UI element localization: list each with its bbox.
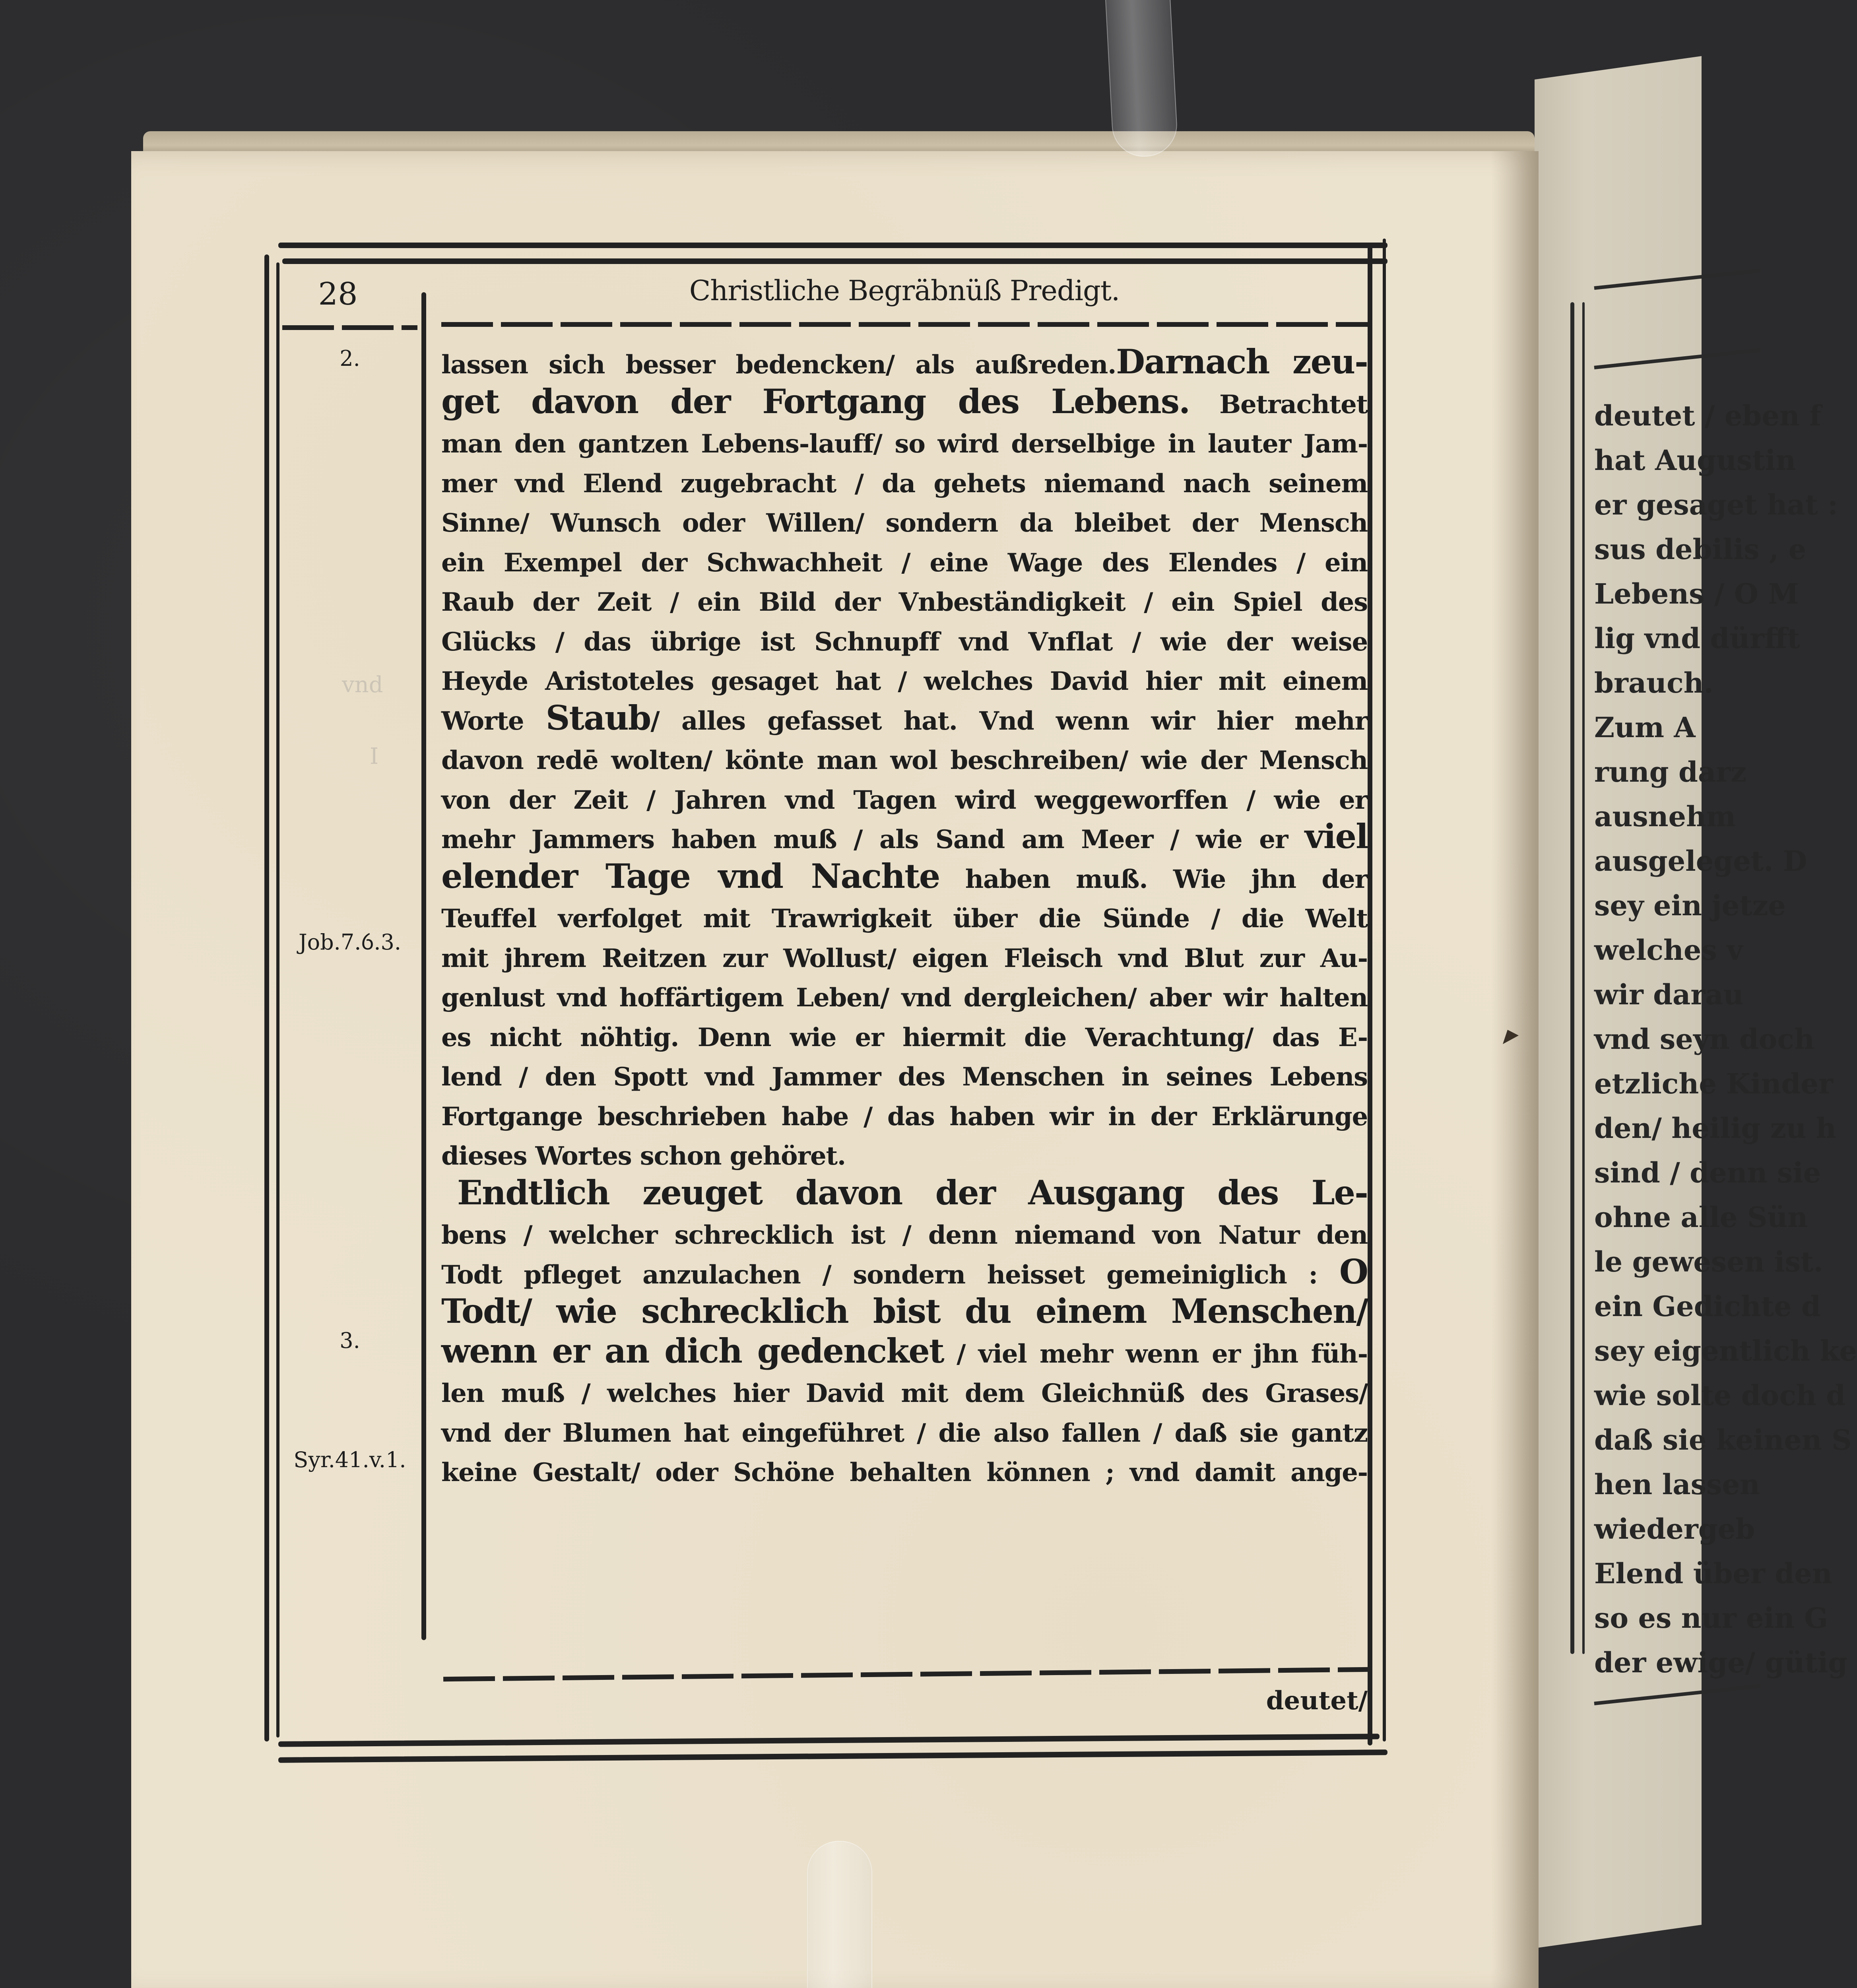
text-run: dieses Wortes schon gehöret. bbox=[441, 1141, 846, 1171]
text-run: Raub der Zeit / ein Bild der Vnbeständigkeit / ein Spiel des bbox=[441, 587, 1368, 617]
gutter-shadow bbox=[1491, 151, 1539, 1988]
facing-page-line: ausgeleget. D bbox=[1594, 845, 1807, 878]
emphasized-text: get davon der Fortgang des Lebens. bbox=[441, 381, 1190, 421]
facing-page-border-inner bbox=[1582, 302, 1585, 1654]
text-run: lassen sich besser bedencken/ als außreden. bbox=[441, 350, 1116, 380]
facing-page-line: daß sie keinen S bbox=[1594, 1423, 1852, 1456]
facing-page-line: ohne alle Sün bbox=[1594, 1201, 1808, 1234]
text-run: Teuffel verfolget mit Trawrigkeit über die Sünde / die Welt bbox=[441, 904, 1368, 934]
sermon-body-text bbox=[441, 342, 1368, 1489]
margin-note-point-3: 3. bbox=[340, 1328, 360, 1353]
show-through-mark: vnd bbox=[342, 672, 383, 698]
facing-page-text bbox=[1594, 394, 1857, 1685]
text-line bbox=[441, 421, 1368, 461]
header-rule bbox=[441, 322, 1368, 327]
text-run: / viel mehr wenn er jhn füh- bbox=[943, 1339, 1368, 1369]
text-run: keine Gestalt/ oder Schöne behalten können ; vnd damit ange- bbox=[441, 1458, 1368, 1487]
text-run: genlust vnd hoffärtigem Leben/ vnd dergleichen/ aber wir halten bbox=[441, 983, 1368, 1013]
text-line bbox=[441, 1133, 1368, 1173]
text-run: Fortgange beschrieben habe / das haben wir in der Erklärunge bbox=[441, 1101, 1368, 1132]
facing-page-line: lig vnd dürfft bbox=[1594, 622, 1800, 655]
page-number: 28 bbox=[318, 276, 358, 312]
text-run: bens / welcher schrecklich ist / denn niemand von Natur den bbox=[441, 1220, 1368, 1250]
text-line bbox=[441, 698, 1368, 738]
facing-page-line: sey ein jetze bbox=[1594, 889, 1786, 922]
text-line bbox=[441, 1291, 1368, 1331]
facing-page-line: welches v bbox=[1594, 934, 1743, 967]
facing-page-line: hen lassen bbox=[1594, 1468, 1760, 1501]
text-run: von der Zeit / Jahren vnd Tagen wird weggeworffen / wie er bbox=[441, 785, 1368, 815]
text-line bbox=[441, 1450, 1368, 1489]
text-run: len muß / welches hier David mit dem Gleichnüß des Grases/ bbox=[441, 1378, 1368, 1408]
emphasized-text: Endtlich zeuget davon der Ausgang des Le- bbox=[457, 1173, 1368, 1212]
text-run: vnd der Blumen hat eingeführet / die also fallen / daß sie gantz bbox=[441, 1418, 1368, 1448]
facing-page-border bbox=[1570, 302, 1574, 1654]
text-line bbox=[441, 382, 1368, 421]
text-line bbox=[441, 1410, 1368, 1450]
text-line bbox=[441, 975, 1368, 1015]
text-line bbox=[441, 1054, 1368, 1094]
frame-rule-top-inner bbox=[282, 258, 1387, 264]
facing-page-top-rule bbox=[1594, 269, 1761, 290]
header-rule-margin bbox=[282, 325, 417, 330]
facing-page-line: deutet / eben f bbox=[1594, 399, 1822, 432]
text-line bbox=[441, 619, 1368, 659]
facing-page-line: etzliche Kinder bbox=[1594, 1067, 1833, 1100]
emphasized-text: Darnach zeu- bbox=[1116, 342, 1368, 381]
margin-note-point-2: 2. bbox=[340, 346, 360, 371]
frame-rule-left bbox=[264, 254, 269, 1741]
text-line bbox=[441, 1212, 1368, 1252]
facing-page-line: ein Gedichte d bbox=[1594, 1290, 1821, 1323]
text-line bbox=[441, 777, 1368, 817]
text-line bbox=[441, 896, 1368, 936]
text-line bbox=[441, 1094, 1368, 1134]
emphasized-text: wenn er an dich gedencket bbox=[441, 1331, 944, 1371]
facing-page-line: sey eigentlich ke bbox=[1594, 1334, 1857, 1367]
text-run: mer vnd Elend zugebracht / da gehets niemand nach seinem bbox=[441, 468, 1368, 499]
facing-page-line: so es nur ein G bbox=[1594, 1602, 1828, 1635]
facing-page-line: vnd seyn doch bbox=[1594, 1023, 1814, 1056]
text-line bbox=[441, 1173, 1368, 1213]
text-line bbox=[441, 342, 1368, 382]
margin-column-divider bbox=[421, 292, 426, 1640]
frame-rule-left-inner bbox=[276, 262, 279, 1738]
text-line bbox=[441, 1371, 1368, 1410]
text-run: Betrachtet bbox=[1189, 389, 1368, 419]
facing-page-line: wir darau bbox=[1594, 978, 1744, 1011]
facing-page-line: Lebens / O M bbox=[1594, 577, 1799, 610]
catchword: deutet/ bbox=[1266, 1686, 1368, 1716]
text-run: Worte bbox=[441, 706, 546, 736]
page-holder-clip-top bbox=[1105, 0, 1178, 158]
facing-page-line: sus debilis , e bbox=[1594, 533, 1807, 566]
text-line bbox=[441, 540, 1368, 580]
facing-page-head-rule bbox=[1594, 348, 1761, 369]
margin-note-job-reference: Job.7.ỽ.3. bbox=[298, 930, 402, 955]
text-line bbox=[441, 500, 1368, 540]
text-line bbox=[441, 1331, 1368, 1371]
emphasized-text: elender Tage vnd Nachte bbox=[441, 856, 940, 896]
frame-rule-right-outer bbox=[1383, 239, 1386, 1741]
facing-page-line: den/ heilig zu h bbox=[1594, 1112, 1836, 1145]
text-line bbox=[441, 579, 1368, 619]
facing-page-line: ausnehm bbox=[1594, 800, 1736, 833]
emphasized-text: Staub bbox=[545, 698, 651, 738]
facing-page bbox=[1535, 56, 1857, 1948]
facing-page-line: rung darz bbox=[1594, 755, 1746, 788]
text-line bbox=[441, 817, 1368, 856]
facing-page-line: Elend über den bbox=[1594, 1557, 1832, 1590]
text-run: mit jhrem Reitzen zur Wollust/ eigen Fleisch vnd Blut zur Au- bbox=[441, 943, 1368, 973]
page-holder-clip-bottom bbox=[807, 1841, 872, 1988]
frame-rule-right bbox=[1368, 243, 1372, 1745]
frame-rule-top bbox=[278, 243, 1387, 248]
text-run: Heyde Aristoteles gesaget hat / welches David hier mit einem bbox=[441, 666, 1368, 696]
text-run: Todt pfleget anzulachen / sondern heisset gemeiniglich : bbox=[441, 1260, 1339, 1290]
emphasized-text: viel bbox=[1304, 817, 1368, 856]
text-run: es nicht nöhtig. Denn wie er hiermit die Verachtung/ das E- bbox=[441, 1022, 1368, 1052]
facing-page-foot-rule bbox=[1594, 1684, 1761, 1705]
emphasized-text: Todt/ wie schrecklich bist du einem Menschen/ bbox=[441, 1291, 1368, 1331]
text-line bbox=[441, 1252, 1368, 1292]
running-head: Christliche Begräbnüß Predigt. bbox=[689, 274, 1120, 307]
text-run: ein Exempel der Schwachheit / eine Wage des Elendes / ein bbox=[441, 547, 1368, 578]
facing-page-line: wiedergeb bbox=[1594, 1512, 1755, 1545]
facing-page-line: sind / denn sie bbox=[1594, 1156, 1821, 1189]
text-run: / alles gefasset hat. Vnd wenn wir hier mehr bbox=[650, 706, 1368, 736]
facing-page-line: er gesaget hat : bbox=[1594, 488, 1838, 521]
text-run: Sinne/ Wunsch oder Willen/ sondern da bleibet der Mensch bbox=[441, 508, 1368, 538]
text-line bbox=[441, 738, 1368, 777]
text-line bbox=[441, 856, 1368, 896]
text-run: lend / den Spott vnd Jammer des Menschen in seines Lebens bbox=[441, 1062, 1368, 1092]
text-line bbox=[441, 461, 1368, 501]
facing-page-line: wie solte doch d bbox=[1594, 1379, 1846, 1412]
text-run: haben muß. Wie jhn der bbox=[939, 864, 1368, 894]
facing-page-line: Zum A bbox=[1594, 711, 1696, 744]
facing-page-line: hat Augustin bbox=[1594, 444, 1796, 477]
text-run: davon redē wolten/ könte man wol beschreiben/ wie der Mensch bbox=[441, 746, 1368, 775]
text-run: mehr Jammers haben muß / als Sand am Meer / wie er bbox=[441, 825, 1305, 854]
margin-note-sirach-reference: Syr.41.v.1. bbox=[293, 1447, 406, 1472]
text-line bbox=[441, 936, 1368, 975]
facing-page-line: brauch. bbox=[1594, 666, 1713, 699]
text-run: Glücks / das übrige ist Schnupff vnd Vnflat / wie der weise bbox=[441, 627, 1368, 657]
facing-page-line: le gewesen ist. bbox=[1594, 1245, 1823, 1278]
text-line bbox=[441, 1015, 1368, 1054]
text-line bbox=[441, 658, 1368, 698]
emphasized-text: O bbox=[1339, 1252, 1368, 1291]
text-run: man den gantzen Lebens-lauff/ so wird derselbige in lauter Jam- bbox=[441, 429, 1368, 459]
show-through-mark: I bbox=[370, 744, 379, 769]
facing-page-line: der ewige/ gütig bbox=[1594, 1646, 1848, 1679]
